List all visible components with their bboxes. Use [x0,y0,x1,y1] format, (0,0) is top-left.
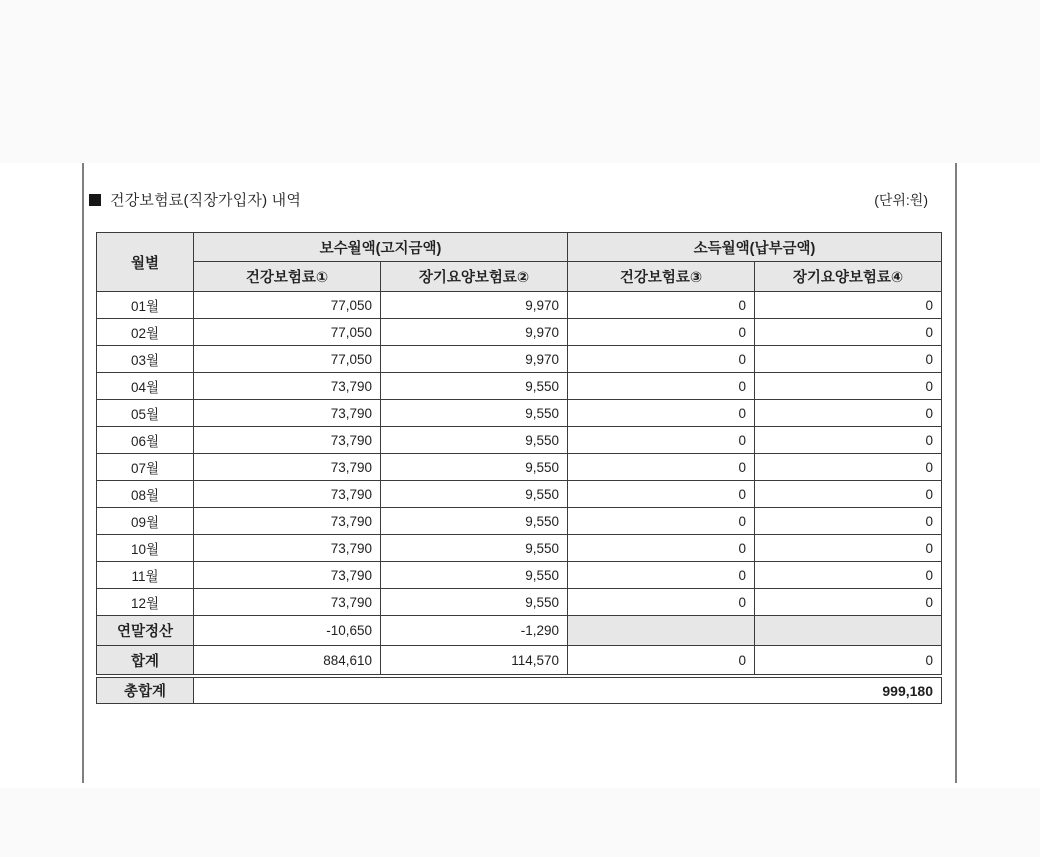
cell-value: 73,790 [194,535,381,562]
cell-value: 0 [755,535,942,562]
table-row-month-02 [97,319,942,346]
month-label: 02월 [97,319,194,346]
cell-value: 0 [755,319,942,346]
group-header-bosu: 보수월액(고지금액) [194,233,568,262]
section-title: 건강보험료(직장가입자) 내역 [110,192,302,209]
cell-value: -10,650 [194,616,381,646]
table-row-month-04 [97,373,942,400]
cell-value: 0 [755,481,942,508]
month-label: 03월 [97,346,194,373]
page-right-edge-line [955,163,957,783]
cell-value: 73,790 [194,562,381,589]
cell-value: 0 [568,589,755,616]
month-label: 08월 [97,481,194,508]
month-label: 11월 [97,562,194,589]
empty-shaded-cell [755,616,942,646]
cell-value: 9,550 [381,427,568,454]
month-column-header: 월별 [97,233,194,292]
sub-header-longterm-2: 장기요양보험료② [381,262,568,292]
table-row-sum [97,646,942,675]
table-sub-header-row [97,262,942,292]
table-row-grand-total [97,678,942,704]
sum-row-label: 합계 [97,646,194,675]
unit-label: (단위:원) [874,192,928,208]
cell-value: 73,790 [194,454,381,481]
cell-value: 0 [755,646,942,675]
cell-value: 77,050 [194,292,381,319]
cell-value: 77,050 [194,346,381,373]
month-label: 10월 [97,535,194,562]
page-left-edge-line [82,163,84,783]
cell-value: 114,570 [381,646,568,675]
cell-value: 73,790 [194,589,381,616]
cell-value: 9,550 [381,535,568,562]
cell-value: 884,610 [194,646,381,675]
month-label: 09월 [97,508,194,535]
month-label: 07월 [97,454,194,481]
cell-value: 73,790 [194,481,381,508]
cell-value: 0 [755,562,942,589]
cell-value: 0 [755,427,942,454]
cell-value: 0 [755,373,942,400]
table-row-month-06 [97,427,942,454]
sub-header-health-3: 건강보험료③ [568,262,755,292]
month-label: 12월 [97,589,194,616]
insurance-premium-table [96,232,942,675]
settlement-row-label: 연말정산 [97,616,194,646]
table-row-month-09 [97,508,942,535]
table-row-month-10 [97,535,942,562]
cell-value: 0 [568,454,755,481]
table-row-month-11 [97,562,942,589]
cell-value: 0 [568,319,755,346]
cell-value: 73,790 [194,508,381,535]
empty-shaded-cell [568,616,755,646]
cell-value: 0 [568,535,755,562]
month-label: 06월 [97,427,194,454]
month-label: 05월 [97,400,194,427]
cell-value: 0 [568,400,755,427]
sub-header-health-1: 건강보험료① [194,262,381,292]
cell-value: 0 [755,508,942,535]
cell-value: 0 [568,562,755,589]
cell-value: 9,550 [381,481,568,508]
group-header-sodeuk: 소득월액(납부금액) [568,233,942,262]
table-row-month-05 [97,400,942,427]
table-row-month-03 [97,346,942,373]
cell-value: 0 [568,481,755,508]
table-row-month-07 [97,454,942,481]
month-label: 01월 [97,292,194,319]
cell-value: 0 [755,346,942,373]
table-row-month-12 [97,589,942,616]
cell-value: 9,550 [381,562,568,589]
cell-value: 9,550 [381,508,568,535]
cell-value: 0 [568,646,755,675]
table-group-header-row [97,233,942,262]
sub-header-longterm-4: 장기요양보험료④ [755,262,942,292]
cell-value: 9,970 [381,319,568,346]
table-row-year-end-settlement [97,616,942,646]
cell-value: 9,970 [381,292,568,319]
grand-total-value: 999,180 [194,678,942,704]
cell-value: 0 [568,373,755,400]
cell-value: 73,790 [194,427,381,454]
cell-value: 0 [568,346,755,373]
cell-value: 9,550 [381,373,568,400]
cell-value: 0 [755,589,942,616]
cell-value: 9,550 [381,454,568,481]
cell-value: 0 [568,292,755,319]
grand-total-label: 총합계 [97,678,194,704]
cell-value: 9,970 [381,346,568,373]
table-row-month-01 [97,292,942,319]
cell-value: 73,790 [194,400,381,427]
grand-total-table [96,677,942,704]
cell-value: 9,550 [381,400,568,427]
cell-value: -1,290 [381,616,568,646]
table-row-month-08 [97,481,942,508]
cell-value: 0 [568,427,755,454]
cell-value: 0 [568,508,755,535]
cell-value: 0 [755,454,942,481]
cell-value: 0 [755,400,942,427]
cell-value: 9,550 [381,589,568,616]
cell-value: 0 [755,292,942,319]
cell-value: 73,790 [194,373,381,400]
cell-value: 77,050 [194,319,381,346]
month-label: 04월 [97,373,194,400]
